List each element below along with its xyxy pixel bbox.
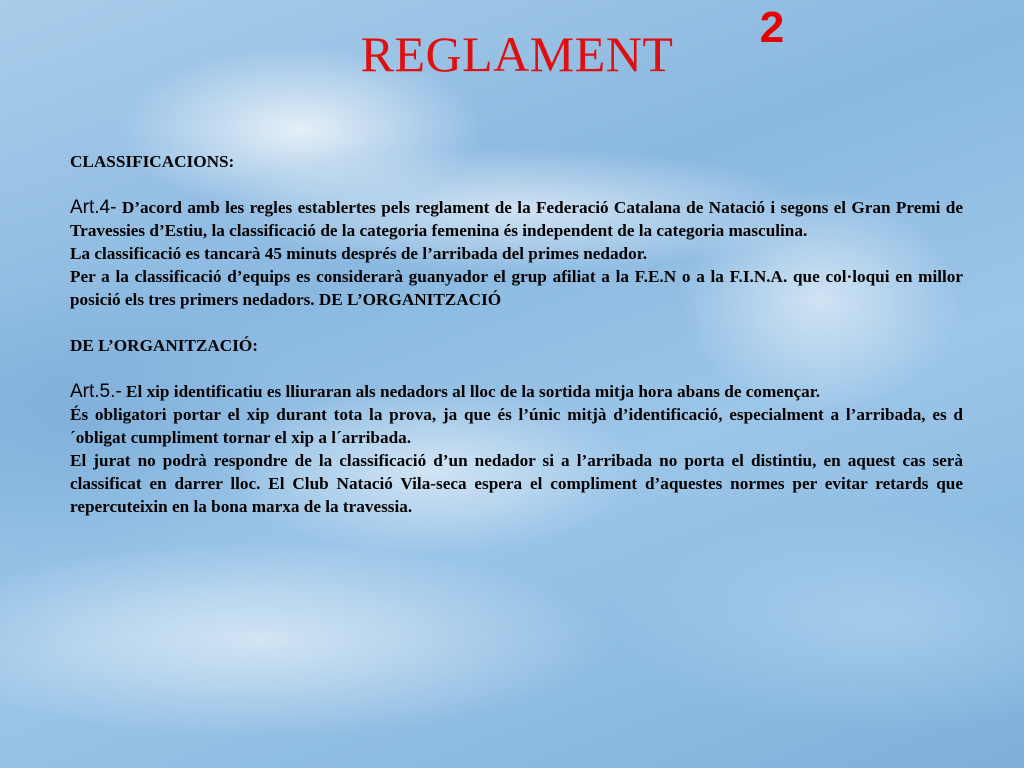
- article-4-paragraph-3: Per a la classificació d’equips es considerarà guanyador el grup afiliat a la F.E.N o a la F.I.N.A. que col·loqui en millor posició els tres primers nedadors. DE L’ORGANITZACIÓ: [70, 267, 963, 309]
- page-number: 2: [759, 3, 785, 52]
- article-4-label: Art.4-: [70, 197, 117, 218]
- section-heading-classificacions: CLASSIFICACIONS:: [70, 152, 235, 171]
- article-4-paragraph-1: [70, 196, 963, 242]
- article-5-paragraph-1: [70, 380, 963, 403]
- regulation-body: [70, 150, 963, 518]
- article-4-text: D’acord amb les regles establertes pels reglament de la Federació Catalana de Natació i segons el Gran Premi de Travessies d’Estiu, la classificació de la categoria femenina és independent de la categoria masculina.: [70, 198, 963, 240]
- section-heading-organitzacio: DE L’ORGANITZACIÓ:: [70, 336, 258, 355]
- article-5-paragraph-2: És obligatori portar el xip durant tota la prova, ja que és l’únic mitjà d’identificació, especialment a l’arribada, es d´obligat cumpliment tornar el xip a l´arribada.: [70, 405, 963, 447]
- article-4-paragraph-2: La classificació es tancarà 45 minuts després de l’arribada del primes nedador.: [70, 244, 648, 263]
- article-5-paragraph-3: El jurat no podrà respondre de la classificació d’un nedador si a l’arribada no porta el distintiu, en aquest cas serà classificat en darrer lloc. El Club Natació Vila-seca espera el compliment d’aquestes normes per evitar retards que repercuteixin en la bona marxa de la travessia.: [70, 451, 963, 516]
- page-title: REGLAMENT: [360, 26, 674, 82]
- article-5-label: Art.5.-: [70, 381, 122, 402]
- article-5-text: El xip identificatiu es lliuraran als nedadors al lloc de la sortida mitja hora abans de començar.: [121, 382, 821, 401]
